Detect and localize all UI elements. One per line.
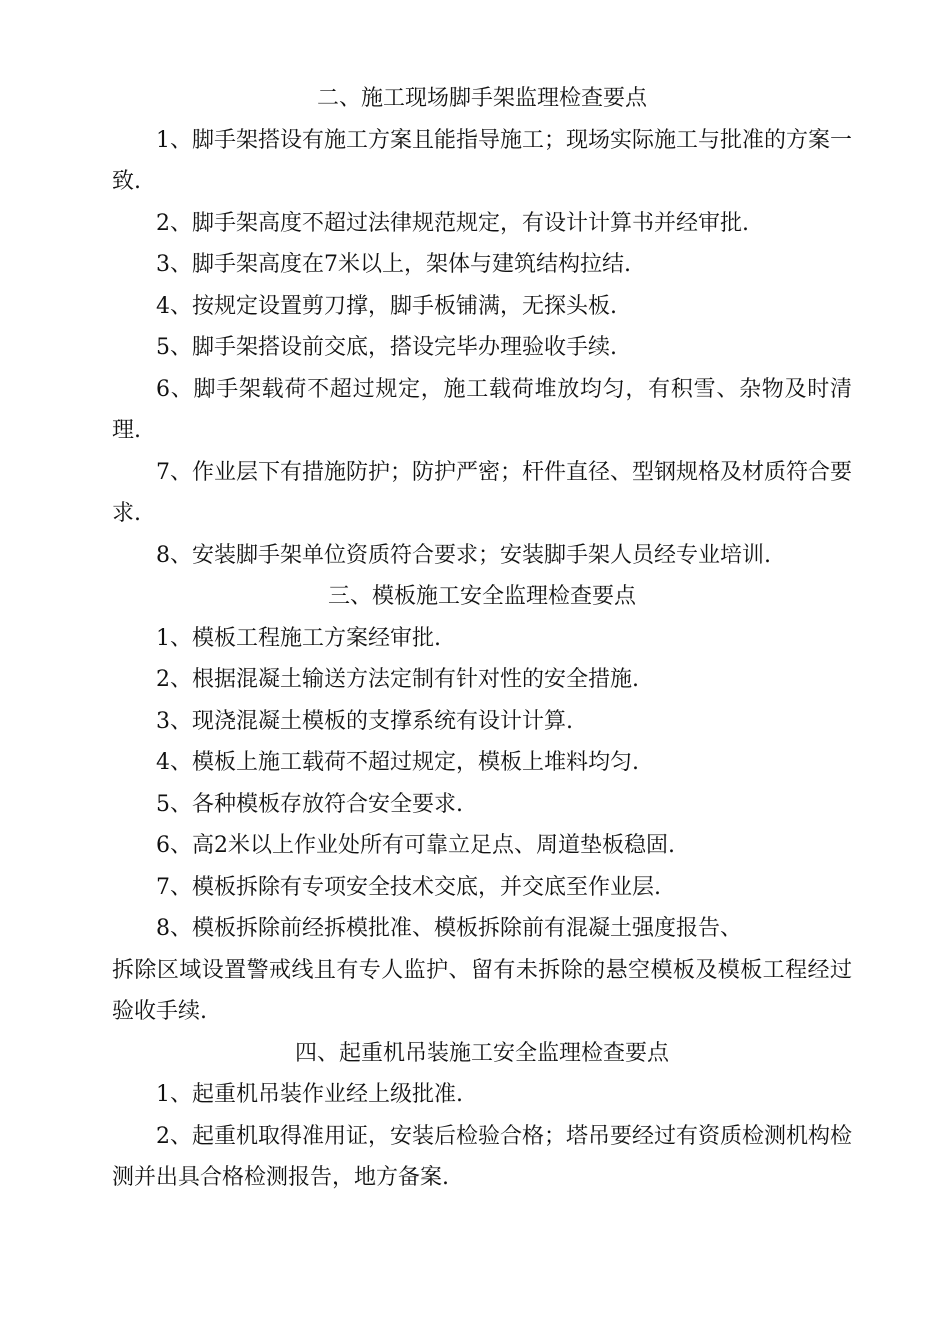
list-item: 1、起重机吊装作业经上级批准. — [156, 1082, 463, 1107]
list-item: 4、按规定设置剪刀撑，脚手板铺满，无探头板. — [156, 293, 617, 319]
list-item: 7、作业层下有措施防护；防护严密；杆件直径、型钢规格及材质符合要求. — [112, 459, 852, 526]
list-item: 6、脚手架载荷不超过规定，施工载荷堆放均匀，有积雪、杂物及时清理. — [112, 376, 852, 443]
list-item: 2、脚手架高度不超过法律规范规定，有设计计算书并经审批. — [156, 210, 749, 236]
list-item: 1、模板工程施工方案经审批. — [156, 625, 441, 651]
section-heading: 四、起重机吊装施工安全监理检查要点 — [294, 1040, 669, 1066]
list-item: 3、现浇混凝土模板的支撑系统有设计计算. — [156, 708, 573, 734]
section-scaffolding — [112, 78, 852, 576]
list-item-continuation: 拆除区域设置警戒线且有专人监护、留有未拆除的悬空模板及模板工程经过验收手续. — [112, 957, 852, 1024]
list-item: 6、高2米以上作业处所有可靠立足点、周道垫板稳固. — [156, 833, 675, 858]
section-formwork — [112, 576, 852, 1033]
list-item: 2、根据混凝土输送方法定制有针对性的安全措施. — [156, 667, 639, 692]
list-item: 7、模板拆除有专项安全技术交底，并交底至作业层. — [156, 874, 661, 900]
document-body — [112, 78, 852, 1199]
list-item: 5、各种模板存放符合安全要求. — [156, 791, 463, 817]
section-heading: 二、施工现场脚手架监理检查要点 — [316, 86, 647, 111]
list-item: 1、脚手架搭设有施工方案且能指导施工；现场实际施工与批准的方案一致. — [112, 127, 852, 194]
list-item: 2、起重机取得准用证，安装后检验合格；塔吊要经过有资质检测机构检测并出具合格检测报告，地方备案. — [112, 1123, 852, 1190]
list-item: 4、模板上施工载荷不超过规定，模板上堆料均匀. — [156, 750, 639, 775]
list-item: 5、脚手架搭设前交底，搭设完毕办理验收手续. — [156, 335, 617, 360]
section-crane — [112, 1033, 852, 1199]
list-item: 8、模板拆除前经拆模批准、模板拆除前有混凝土强度报告、 — [156, 916, 742, 941]
section-heading: 三、模板施工安全监理检查要点 — [327, 584, 636, 609]
list-item: 3、脚手架高度在7米以上，架体与建筑结构拉结. — [156, 252, 631, 277]
list-item: 8、安装脚手架单位资质符合要求；安装脚手架人员经专业培训. — [156, 542, 771, 568]
